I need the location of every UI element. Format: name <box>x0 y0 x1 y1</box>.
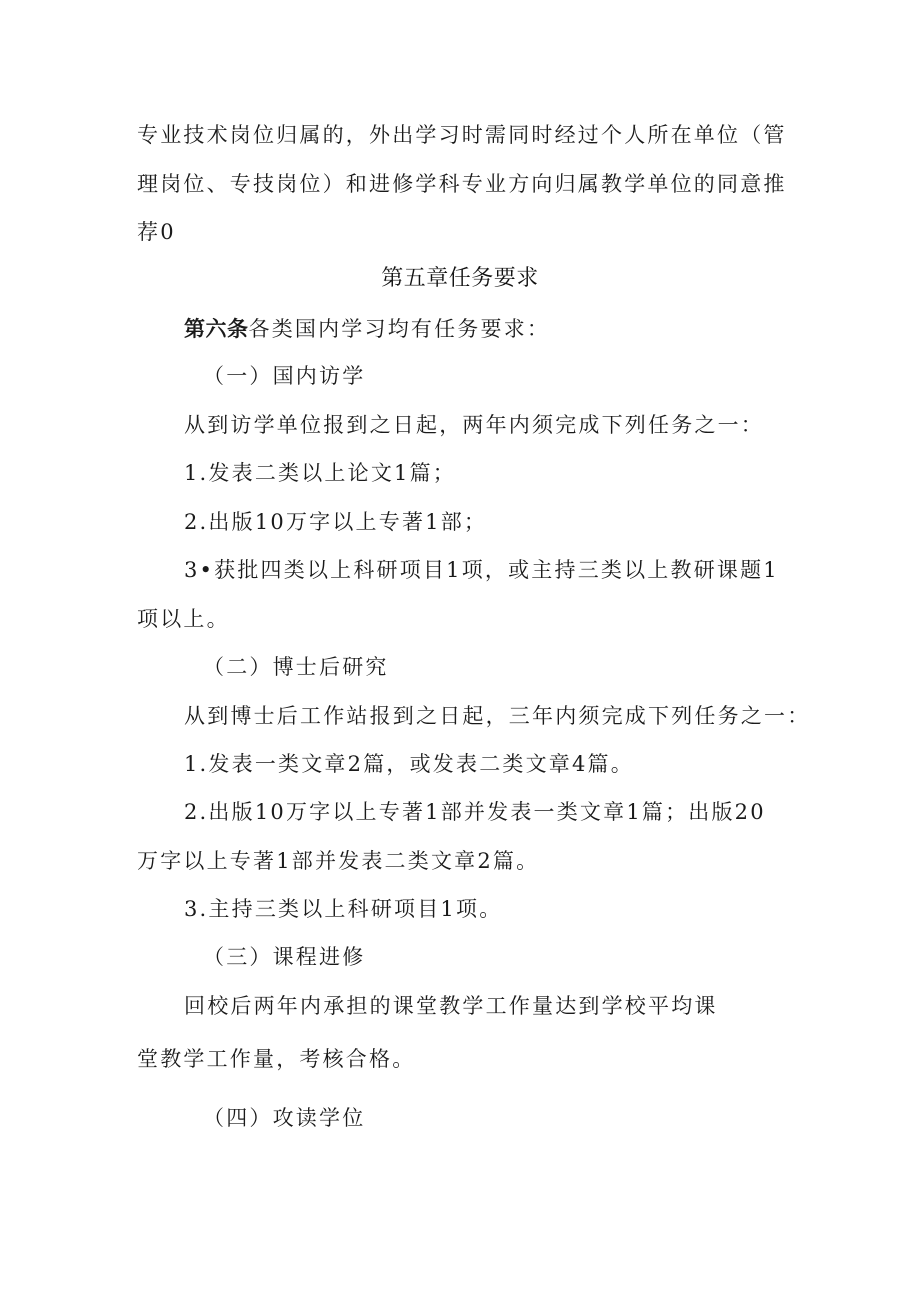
section-4-title: （四）攻读学位 <box>203 1106 366 1130</box>
section-2-item-3: 3.主持三类以上科研项目1项。 <box>184 897 503 921</box>
article-6-text: 各类国内学习均有任务要求： <box>248 317 551 341</box>
section-2-intro: 从到博士后工作站报到之日起，三年内须完成下列任务之一： <box>184 704 811 728</box>
section-3-text-line-1: 回校后两年内承担的课堂教学工作量达到学校平均课 <box>184 994 718 1018</box>
section-1-title: （一）国内访学 <box>203 364 366 388</box>
section-3-title: （三）课程进修 <box>203 945 366 969</box>
section-2-title: （二）博士后研究 <box>203 655 389 679</box>
intro-paragraph-line-3: 荐0 <box>137 220 176 244</box>
chapter-title: 第五章任务要求 <box>381 266 539 291</box>
section-2-item-1: 1.发表一类文章2篇，或发表二类文章4篇。 <box>184 752 634 776</box>
article-6-label: 第六条 <box>184 317 249 341</box>
section-2-item-2-line-2: 万字以上专著1部并发表二类文章2篇。 <box>137 849 540 873</box>
section-1-intro: 从到访学单位报到之日起，两年内须完成下列任务之一： <box>184 413 764 437</box>
section-1-item-3-line-1: 3•获批四类以上科研项目1项，或主持三类以上教研课题1 <box>184 558 779 582</box>
section-2-item-2-line-1: 2.出版10万字以上专著1部并发表一类文章1篇；出版20 <box>184 800 766 824</box>
section-1-item-3-line-2: 项以上。 <box>137 607 230 631</box>
intro-paragraph-line-2: 理岗位、专技岗位）和进修学科专业方向归属教学单位的同意推 <box>137 172 787 196</box>
section-3-text-line-2: 堂教学工作量，考核合格。 <box>137 1047 416 1071</box>
section-1-item-1: 1.发表二类以上论文1篇； <box>184 461 456 485</box>
article-6-line <box>184 315 550 343</box>
intro-paragraph-line-1: 专业技术岗位归属的，外出学习时需同时经过个人所在单位（管 <box>137 123 787 147</box>
section-1-item-2: 2.出版10万字以上专著1部； <box>184 510 488 534</box>
